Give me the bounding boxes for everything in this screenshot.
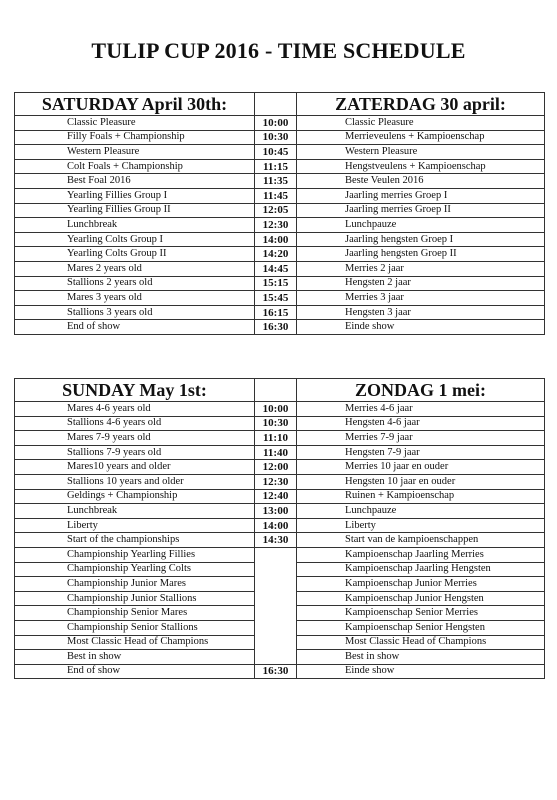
page-title: TULIP CUP 2016 - TIME SCHEDULE xyxy=(91,38,466,63)
event-name-en: Stallions 7-9 years old xyxy=(15,445,255,460)
table-row xyxy=(15,460,545,475)
event-name-nl: Most Classic Head of Champions xyxy=(297,635,545,650)
event-name-en: Best Foal 2016 xyxy=(15,174,255,189)
event-name-nl: Hengstveulens + Kampioenschap xyxy=(297,159,545,174)
event-time: 10:00 xyxy=(255,116,297,131)
table-row xyxy=(15,416,545,431)
event-time: 10:30 xyxy=(255,130,297,145)
event-name-nl: Jaarling hengsten Groep II xyxy=(297,247,545,262)
table-row xyxy=(15,188,545,203)
event-time xyxy=(255,562,297,577)
saturday-schedule-table xyxy=(14,92,545,335)
table-header-row xyxy=(15,379,545,402)
event-time: 15:15 xyxy=(255,276,297,291)
event-name-en: Mares10 years and older xyxy=(15,460,255,475)
event-time: 11:40 xyxy=(255,445,297,460)
table-row xyxy=(15,489,545,504)
event-time xyxy=(255,606,297,621)
event-name-nl: Liberty xyxy=(297,518,545,533)
event-name-nl: Jaarling merries Groep I xyxy=(297,188,545,203)
saturday-header-en: SATURDAY April 30th: xyxy=(15,93,255,116)
event-time: 12:30 xyxy=(255,218,297,233)
table-row xyxy=(15,174,545,189)
event-name-en: Championship Yearling Fillies xyxy=(15,547,255,562)
event-name-nl: Best in show xyxy=(297,650,545,665)
event-time xyxy=(255,547,297,562)
event-name-en: Stallions 3 years old xyxy=(15,305,255,320)
event-name-nl: Classic Pleasure xyxy=(297,116,545,131)
table-row xyxy=(15,635,545,650)
event-time: 12:05 xyxy=(255,203,297,218)
table-row xyxy=(15,591,545,606)
table-row xyxy=(15,518,545,533)
event-time xyxy=(255,635,297,650)
event-name-en: Lunchbreak xyxy=(15,504,255,519)
event-name-nl: Merries 7-9 jaar xyxy=(297,431,545,446)
event-name-en: Championship Senior Stallions xyxy=(15,620,255,635)
header-spacer xyxy=(255,379,297,402)
table-header-row xyxy=(15,93,545,116)
event-name-nl: Hengsten 10 jaar en ouder xyxy=(297,474,545,489)
table-row xyxy=(15,159,545,174)
table-row xyxy=(15,577,545,592)
event-name-nl: Kampioenschap Junior Hengsten xyxy=(297,591,545,606)
event-time: 10:00 xyxy=(255,402,297,417)
event-time: 10:30 xyxy=(255,416,297,431)
table-row xyxy=(15,445,545,460)
event-time: 16:30 xyxy=(255,320,297,335)
sunday-schedule-table xyxy=(14,378,545,679)
event-name-nl: Beste Veulen 2016 xyxy=(297,174,545,189)
table-row xyxy=(15,620,545,635)
event-name-en: Stallions 2 years old xyxy=(15,276,255,291)
table-row xyxy=(15,218,545,233)
event-time: 12:40 xyxy=(255,489,297,504)
event-time: 11:45 xyxy=(255,188,297,203)
event-name-nl: Start van de kampioenschappen xyxy=(297,533,545,548)
table-row xyxy=(15,291,545,306)
event-name-en: Geldings + Championship xyxy=(15,489,255,504)
event-name-en: Yearling Fillies Group II xyxy=(15,203,255,218)
event-time: 10:45 xyxy=(255,145,297,160)
event-name-nl: Lunchpauze xyxy=(297,504,545,519)
table-row xyxy=(15,547,545,562)
event-name-nl: Kampioenschap Jaarling Hengsten xyxy=(297,562,545,577)
event-name-en: Classic Pleasure xyxy=(15,116,255,131)
saturday-header-nl: ZATERDAG 30 april: xyxy=(297,93,545,116)
event-name-en: End of show xyxy=(15,664,255,679)
event-name-nl: Kampioenschap Senior Merries xyxy=(297,606,545,621)
event-name-nl: Western Pleasure xyxy=(297,145,545,160)
event-name-nl: Kampioenschap Senior Hengsten xyxy=(297,620,545,635)
event-name-en: Best in show xyxy=(15,650,255,665)
event-name-en: Mares 2 years old xyxy=(15,261,255,276)
table-row xyxy=(15,320,545,335)
event-name-en: Stallions 10 years and older xyxy=(15,474,255,489)
event-name-en: Stallions 4-6 years old xyxy=(15,416,255,431)
event-name-en: Lunchbreak xyxy=(15,218,255,233)
event-time: 14:45 xyxy=(255,261,297,276)
event-name-en: Championship Junior Mares xyxy=(15,577,255,592)
event-time: 11:10 xyxy=(255,431,297,446)
event-name-en: Mares 7-9 years old xyxy=(15,431,255,446)
event-name-nl: Hengsten 2 jaar xyxy=(297,276,545,291)
event-name-en: Yearling Colts Group I xyxy=(15,232,255,247)
event-name-en: End of show xyxy=(15,320,255,335)
event-time: 14:20 xyxy=(255,247,297,262)
table-row xyxy=(15,533,545,548)
table-row xyxy=(15,431,545,446)
table-row xyxy=(15,474,545,489)
event-name-nl: Hengsten 7-9 jaar xyxy=(297,445,545,460)
table-row xyxy=(15,232,545,247)
event-name-en: Yearling Fillies Group I xyxy=(15,188,255,203)
event-time: 11:35 xyxy=(255,174,297,189)
event-name-nl: Hengsten 3 jaar xyxy=(297,305,545,320)
event-time: 12:00 xyxy=(255,460,297,475)
event-time: 13:00 xyxy=(255,504,297,519)
table-row xyxy=(15,305,545,320)
event-time xyxy=(255,577,297,592)
table-row xyxy=(15,261,545,276)
event-name-nl: Kampioenschap Junior Merries xyxy=(297,577,545,592)
table-row xyxy=(15,130,545,145)
event-name-en: Most Classic Head of Champions xyxy=(15,635,255,650)
table-row xyxy=(15,276,545,291)
event-time xyxy=(255,650,297,665)
event-name-en: Championship Senior Mares xyxy=(15,606,255,621)
table-row xyxy=(15,562,545,577)
table-row xyxy=(15,402,545,417)
event-name-en: Filly Foals + Championship xyxy=(15,130,255,145)
event-time: 16:30 xyxy=(255,664,297,679)
table-row xyxy=(15,504,545,519)
event-name-nl: Merries 3 jaar xyxy=(297,291,545,306)
event-name-en: Championship Junior Stallions xyxy=(15,591,255,606)
event-name-en: Start of the championships xyxy=(15,533,255,548)
event-name-en: Western Pleasure xyxy=(15,145,255,160)
event-name-nl: Merries 2 jaar xyxy=(297,261,545,276)
event-name-nl: Ruinen + Kampioenschap xyxy=(297,489,545,504)
event-name-en: Mares 3 years old xyxy=(15,291,255,306)
event-time: 15:45 xyxy=(255,291,297,306)
event-time xyxy=(255,591,297,606)
header-spacer xyxy=(255,93,297,116)
event-name-en: Liberty xyxy=(15,518,255,533)
event-name-nl: Merries 4-6 jaar xyxy=(297,402,545,417)
event-time: 14:00 xyxy=(255,518,297,533)
table-row xyxy=(15,664,545,679)
table-row xyxy=(15,203,545,218)
event-name-nl: Jaarling hengsten Groep I xyxy=(297,232,545,247)
event-name-nl: Jaarling merries Groep II xyxy=(297,203,545,218)
table-row xyxy=(15,650,545,665)
table-row xyxy=(15,145,545,160)
event-time xyxy=(255,620,297,635)
event-name-nl: Lunchpauze xyxy=(297,218,545,233)
table-row xyxy=(15,116,545,131)
table-row xyxy=(15,606,545,621)
event-name-nl: Kampioenschap Jaarling Merries xyxy=(297,547,545,562)
event-time: 12:30 xyxy=(255,474,297,489)
event-name-en: Colt Foals + Championship xyxy=(15,159,255,174)
event-time: 14:00 xyxy=(255,232,297,247)
event-time: 16:15 xyxy=(255,305,297,320)
event-name-nl: Hengsten 4-6 jaar xyxy=(297,416,545,431)
event-name-en: Yearling Colts Group II xyxy=(15,247,255,262)
event-name-en: Mares 4-6 years old xyxy=(15,402,255,417)
sunday-header-en: SUNDAY May 1st: xyxy=(15,379,255,402)
table-row xyxy=(15,247,545,262)
event-time: 14:30 xyxy=(255,533,297,548)
sunday-header-nl: ZONDAG 1 mei: xyxy=(297,379,545,402)
event-name-nl: Einde show xyxy=(297,320,545,335)
event-name-nl: Merries 10 jaar en ouder xyxy=(297,460,545,475)
event-name-nl: Einde show xyxy=(297,664,545,679)
event-time: 11:15 xyxy=(255,159,297,174)
event-name-nl: Merrieveulens + Kampioenschap xyxy=(297,130,545,145)
event-name-en: Championship Yearling Colts xyxy=(15,562,255,577)
